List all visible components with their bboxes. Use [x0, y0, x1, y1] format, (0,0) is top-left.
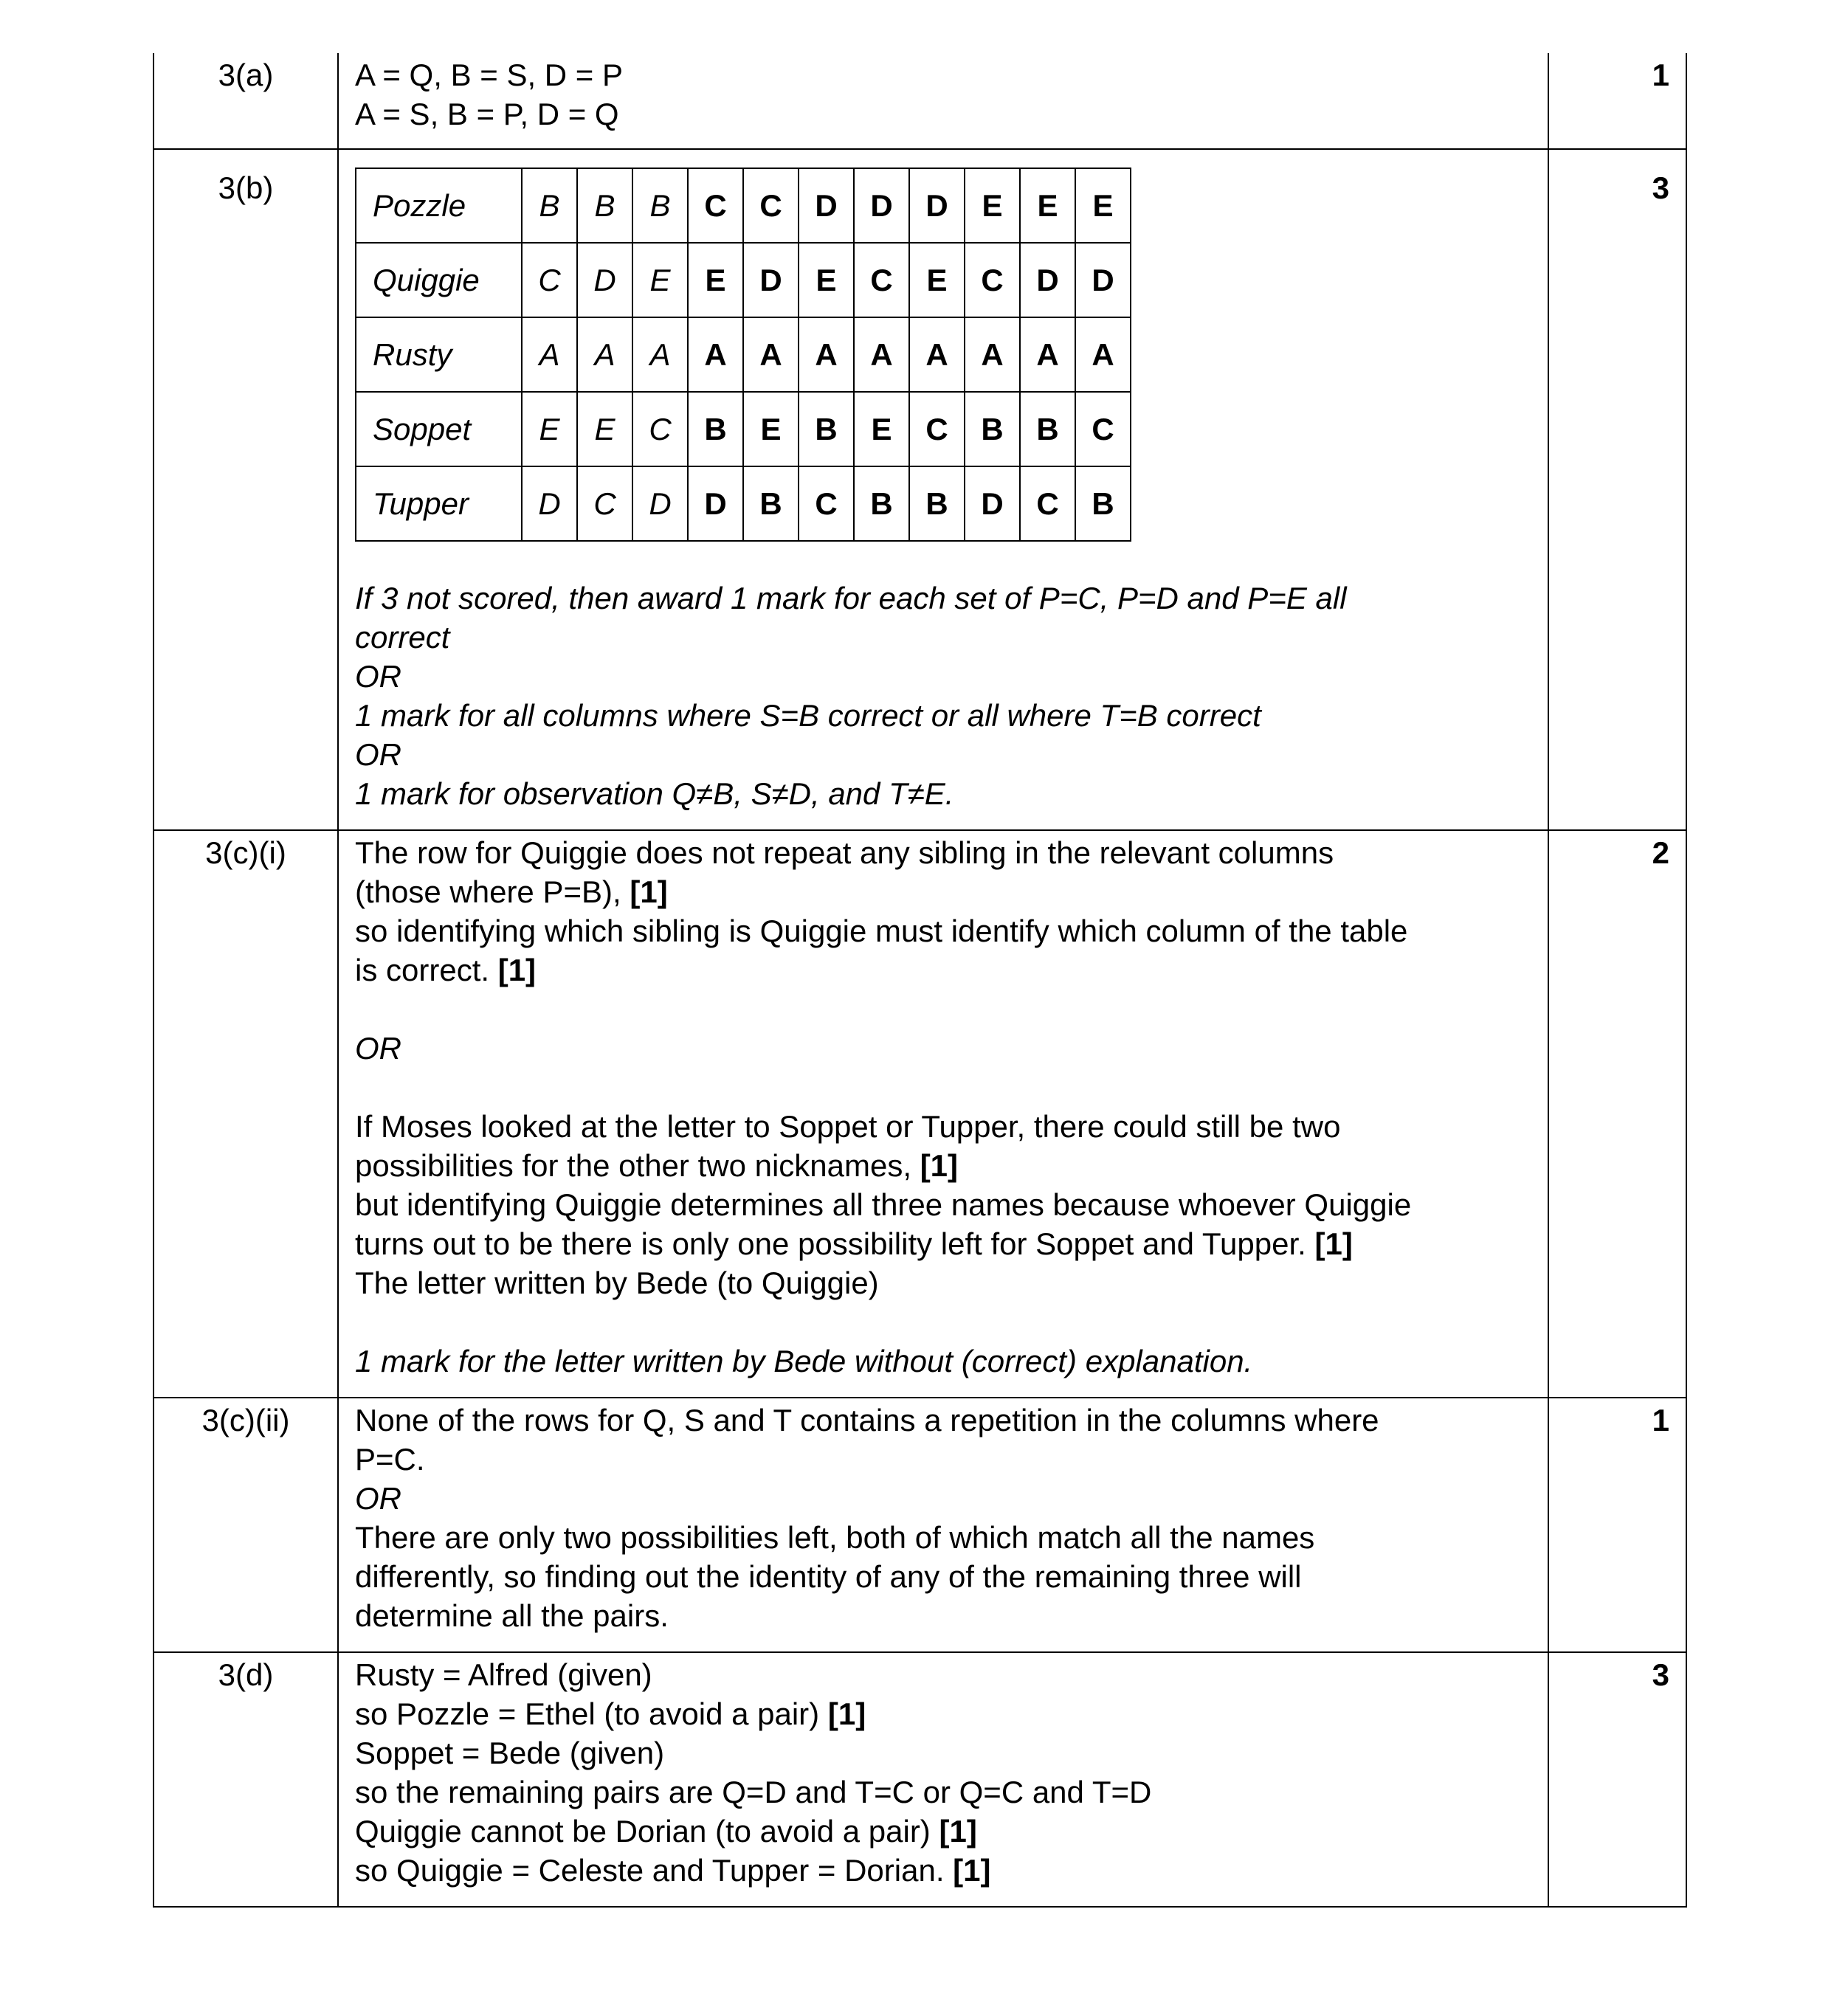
answer-line	[355, 872, 1533, 911]
answer-text: so Pozzle = Ethel (to avoid a pair)	[355, 1696, 820, 1731]
mark-scheme-table	[153, 53, 1687, 1908]
grid-cell-answer: D	[909, 168, 965, 243]
grid-cell-answer: E	[854, 392, 909, 466]
grid-row-name: Quiggie	[356, 243, 522, 317]
question-number: 3(c)(i)	[154, 830, 338, 1398]
grid-row-name: Rusty	[356, 317, 522, 392]
answer-line: so the remaining pairs are Q=D and T=C or Q=C and T=D	[355, 1775, 1152, 1809]
row-3a	[154, 53, 1686, 149]
mark-bracket: [1]	[1314, 1226, 1353, 1261]
grid-cell-answer: E	[909, 243, 965, 317]
grid-cell-given: C	[522, 243, 577, 317]
marks: 1	[1548, 53, 1686, 149]
grid-cell-answer: D	[799, 168, 854, 243]
nickname-grid	[355, 168, 1131, 542]
grid-row-tupper	[356, 466, 1131, 541]
grid-cell-answer: D	[743, 243, 799, 317]
row-3d	[154, 1652, 1686, 1907]
marking-note: If 3 not scored, then award 1 mark for each set of P=C, P=D and P=E all	[355, 581, 1347, 615]
answer-line: A = S, B = P, D = Q	[355, 97, 619, 131]
grid-cell-answer: E	[1075, 168, 1131, 243]
mark-bracket: [1]	[920, 1148, 959, 1183]
mark-bracket: [1]	[939, 1814, 977, 1848]
answer-line	[355, 1224, 1533, 1263]
grid-cell-given: B	[522, 168, 577, 243]
grid-cell-answer: C	[909, 392, 965, 466]
grid-cell-answer: C	[799, 466, 854, 541]
grid-cell-answer: C	[1020, 466, 1075, 541]
grid-cell-given: B	[632, 168, 688, 243]
spacer	[355, 990, 1533, 1029]
grid-cell-answer: C	[965, 243, 1020, 317]
grid-row-rusty	[356, 317, 1131, 392]
grid-cell-answer: E	[1020, 168, 1075, 243]
grid-cell-answer: B	[854, 466, 909, 541]
or-label: OR	[355, 1481, 401, 1516]
marks: 1	[1548, 1398, 1686, 1652]
grid-cell-given: E	[577, 392, 632, 466]
grid-cell-answer: A	[1020, 317, 1075, 392]
grid-cell-answer: C	[743, 168, 799, 243]
grid-cell-answer: A	[1075, 317, 1131, 392]
marking-note: 1 mark for the letter written by Bede without (correct) explanation.	[355, 1344, 1253, 1378]
grid-cell-given: D	[577, 243, 632, 317]
grid-cell-answer: A	[743, 317, 799, 392]
answer-line	[355, 1146, 1533, 1185]
answer-text: possibilities for the other two nicknames,	[355, 1148, 912, 1183]
answer-line: The letter written by Bede (to Quiggie)	[355, 1266, 879, 1300]
answer-line	[355, 950, 1533, 990]
question-number: 3(a)	[154, 53, 338, 149]
grid-cell-answer: E	[965, 168, 1020, 243]
answer-text: turns out to be there is only one possibility left for Soppet and Tupper.	[355, 1226, 1306, 1261]
grid-cell-given: D	[522, 466, 577, 541]
marking-note: OR	[355, 659, 401, 694]
answer-line: A = Q, B = S, D = P	[355, 58, 624, 92]
grid-cell-answer: A	[854, 317, 909, 392]
grid-cell-answer: B	[688, 392, 743, 466]
grid-cell-given: A	[522, 317, 577, 392]
grid-cell-answer: D	[688, 466, 743, 541]
grid-cell-answer: B	[1020, 392, 1075, 466]
grid-cell-answer: E	[799, 243, 854, 317]
marking-note: correct	[355, 620, 450, 655]
grid-cell-answer: A	[965, 317, 1020, 392]
grid-cell-answer: E	[688, 243, 743, 317]
marks: 3	[1548, 1652, 1686, 1907]
answer-cell	[338, 1652, 1548, 1907]
marks: 2	[1548, 830, 1686, 1398]
answer-line: None of the rows for Q, S and T contains a repetition in the columns where	[355, 1403, 1379, 1437]
question-number: 3(c)(ii)	[154, 1398, 338, 1652]
row-3b	[154, 149, 1686, 830]
grid-cell-given: E	[632, 243, 688, 317]
grid-cell-given: C	[632, 392, 688, 466]
grid-cell-answer: B	[799, 392, 854, 466]
grid-cell-answer: B	[743, 466, 799, 541]
row-3ci	[154, 830, 1686, 1398]
answer-line	[355, 1694, 1533, 1733]
grid-cell-answer: B	[1075, 466, 1131, 541]
answer-line: Soppet = Bede (given)	[355, 1736, 665, 1770]
grid-row-quiggie	[356, 243, 1131, 317]
spacer	[355, 1302, 1533, 1342]
mark-bracket: [1]	[630, 874, 668, 909]
mark-bracket: [1]	[497, 953, 537, 987]
marking-note: 1 mark for observation Q≠B, S≠D, and T≠E.	[355, 776, 954, 811]
grid-cell-answer: D	[965, 466, 1020, 541]
grid-cell-answer: A	[688, 317, 743, 392]
grid-cell-answer: C	[854, 243, 909, 317]
answer-line: so identifying which sibling is Quiggie must identify which column of the table	[355, 914, 1408, 948]
grid-cell-answer: E	[743, 392, 799, 466]
grid-cell-given: A	[632, 317, 688, 392]
answer-line: differently, so finding out the identity of any of the remaining three will	[355, 1559, 1302, 1594]
answer-cell	[338, 149, 1548, 830]
grid-cell-answer: D	[854, 168, 909, 243]
marking-note: 1 mark for all columns where S=B correct or all where T=B correct	[355, 698, 1261, 733]
question-number: 3(b)	[154, 149, 338, 830]
answer-line	[355, 1851, 1533, 1890]
question-number: 3(d)	[154, 1652, 338, 1907]
answer-line: P=C.	[355, 1442, 425, 1477]
spacer	[355, 1068, 1533, 1107]
grid-row-name: Soppet	[356, 392, 522, 466]
grid-row-soppet	[356, 392, 1131, 466]
answer-text: Quiggie cannot be Dorian (to avoid a pair)	[355, 1814, 931, 1848]
grid-row-pozzle	[356, 168, 1131, 243]
answer-cell	[338, 1398, 1548, 1652]
grid-cell-answer: A	[799, 317, 854, 392]
mark-bracket: [1]	[827, 1696, 866, 1731]
answer-text: (those where P=B),	[355, 874, 621, 909]
marks: 3	[1548, 149, 1686, 830]
grid-cell-answer: B	[965, 392, 1020, 466]
answer-text: so Quiggie = Celeste and Tupper = Dorian.	[355, 1853, 945, 1888]
answer-cell	[338, 53, 1548, 149]
mark-bracket: [1]	[953, 1853, 991, 1888]
grid-cell-given: C	[577, 466, 632, 541]
grid-cell-answer: D	[1020, 243, 1075, 317]
grid-cell-answer: B	[909, 466, 965, 541]
answer-line: Rusty = Alfred (given)	[355, 1657, 652, 1692]
answer-line: There are only two possibilities left, both of which match all the names	[355, 1520, 1315, 1555]
answer-line: The row for Quiggie does not repeat any sibling in the relevant columns	[355, 835, 1334, 870]
answer-text: is correct.	[355, 953, 490, 987]
row-3cii	[154, 1398, 1686, 1652]
grid-cell-given: B	[577, 168, 632, 243]
grid-row-name: Pozzle	[356, 168, 522, 243]
answer-line: If Moses looked at the letter to Soppet or Tupper, there could still be two	[355, 1109, 1341, 1144]
grid-cell-given: D	[632, 466, 688, 541]
grid-cell-answer: D	[1075, 243, 1131, 317]
grid-cell-answer: C	[688, 168, 743, 243]
grid-cell-answer: C	[1075, 392, 1131, 466]
grid-cell-given: A	[577, 317, 632, 392]
answer-line: determine all the pairs.	[355, 1598, 669, 1633]
marking-note: OR	[355, 737, 401, 772]
answer-line: but identifying Quiggie determines all three names because whoever Quiggie	[355, 1187, 1412, 1222]
grid-row-name: Tupper	[356, 466, 522, 541]
answer-line	[355, 1812, 1533, 1851]
grid-cell-given: E	[522, 392, 577, 466]
or-label: OR	[355, 1031, 401, 1066]
grid-cell-answer: A	[909, 317, 965, 392]
answer-cell	[338, 830, 1548, 1398]
